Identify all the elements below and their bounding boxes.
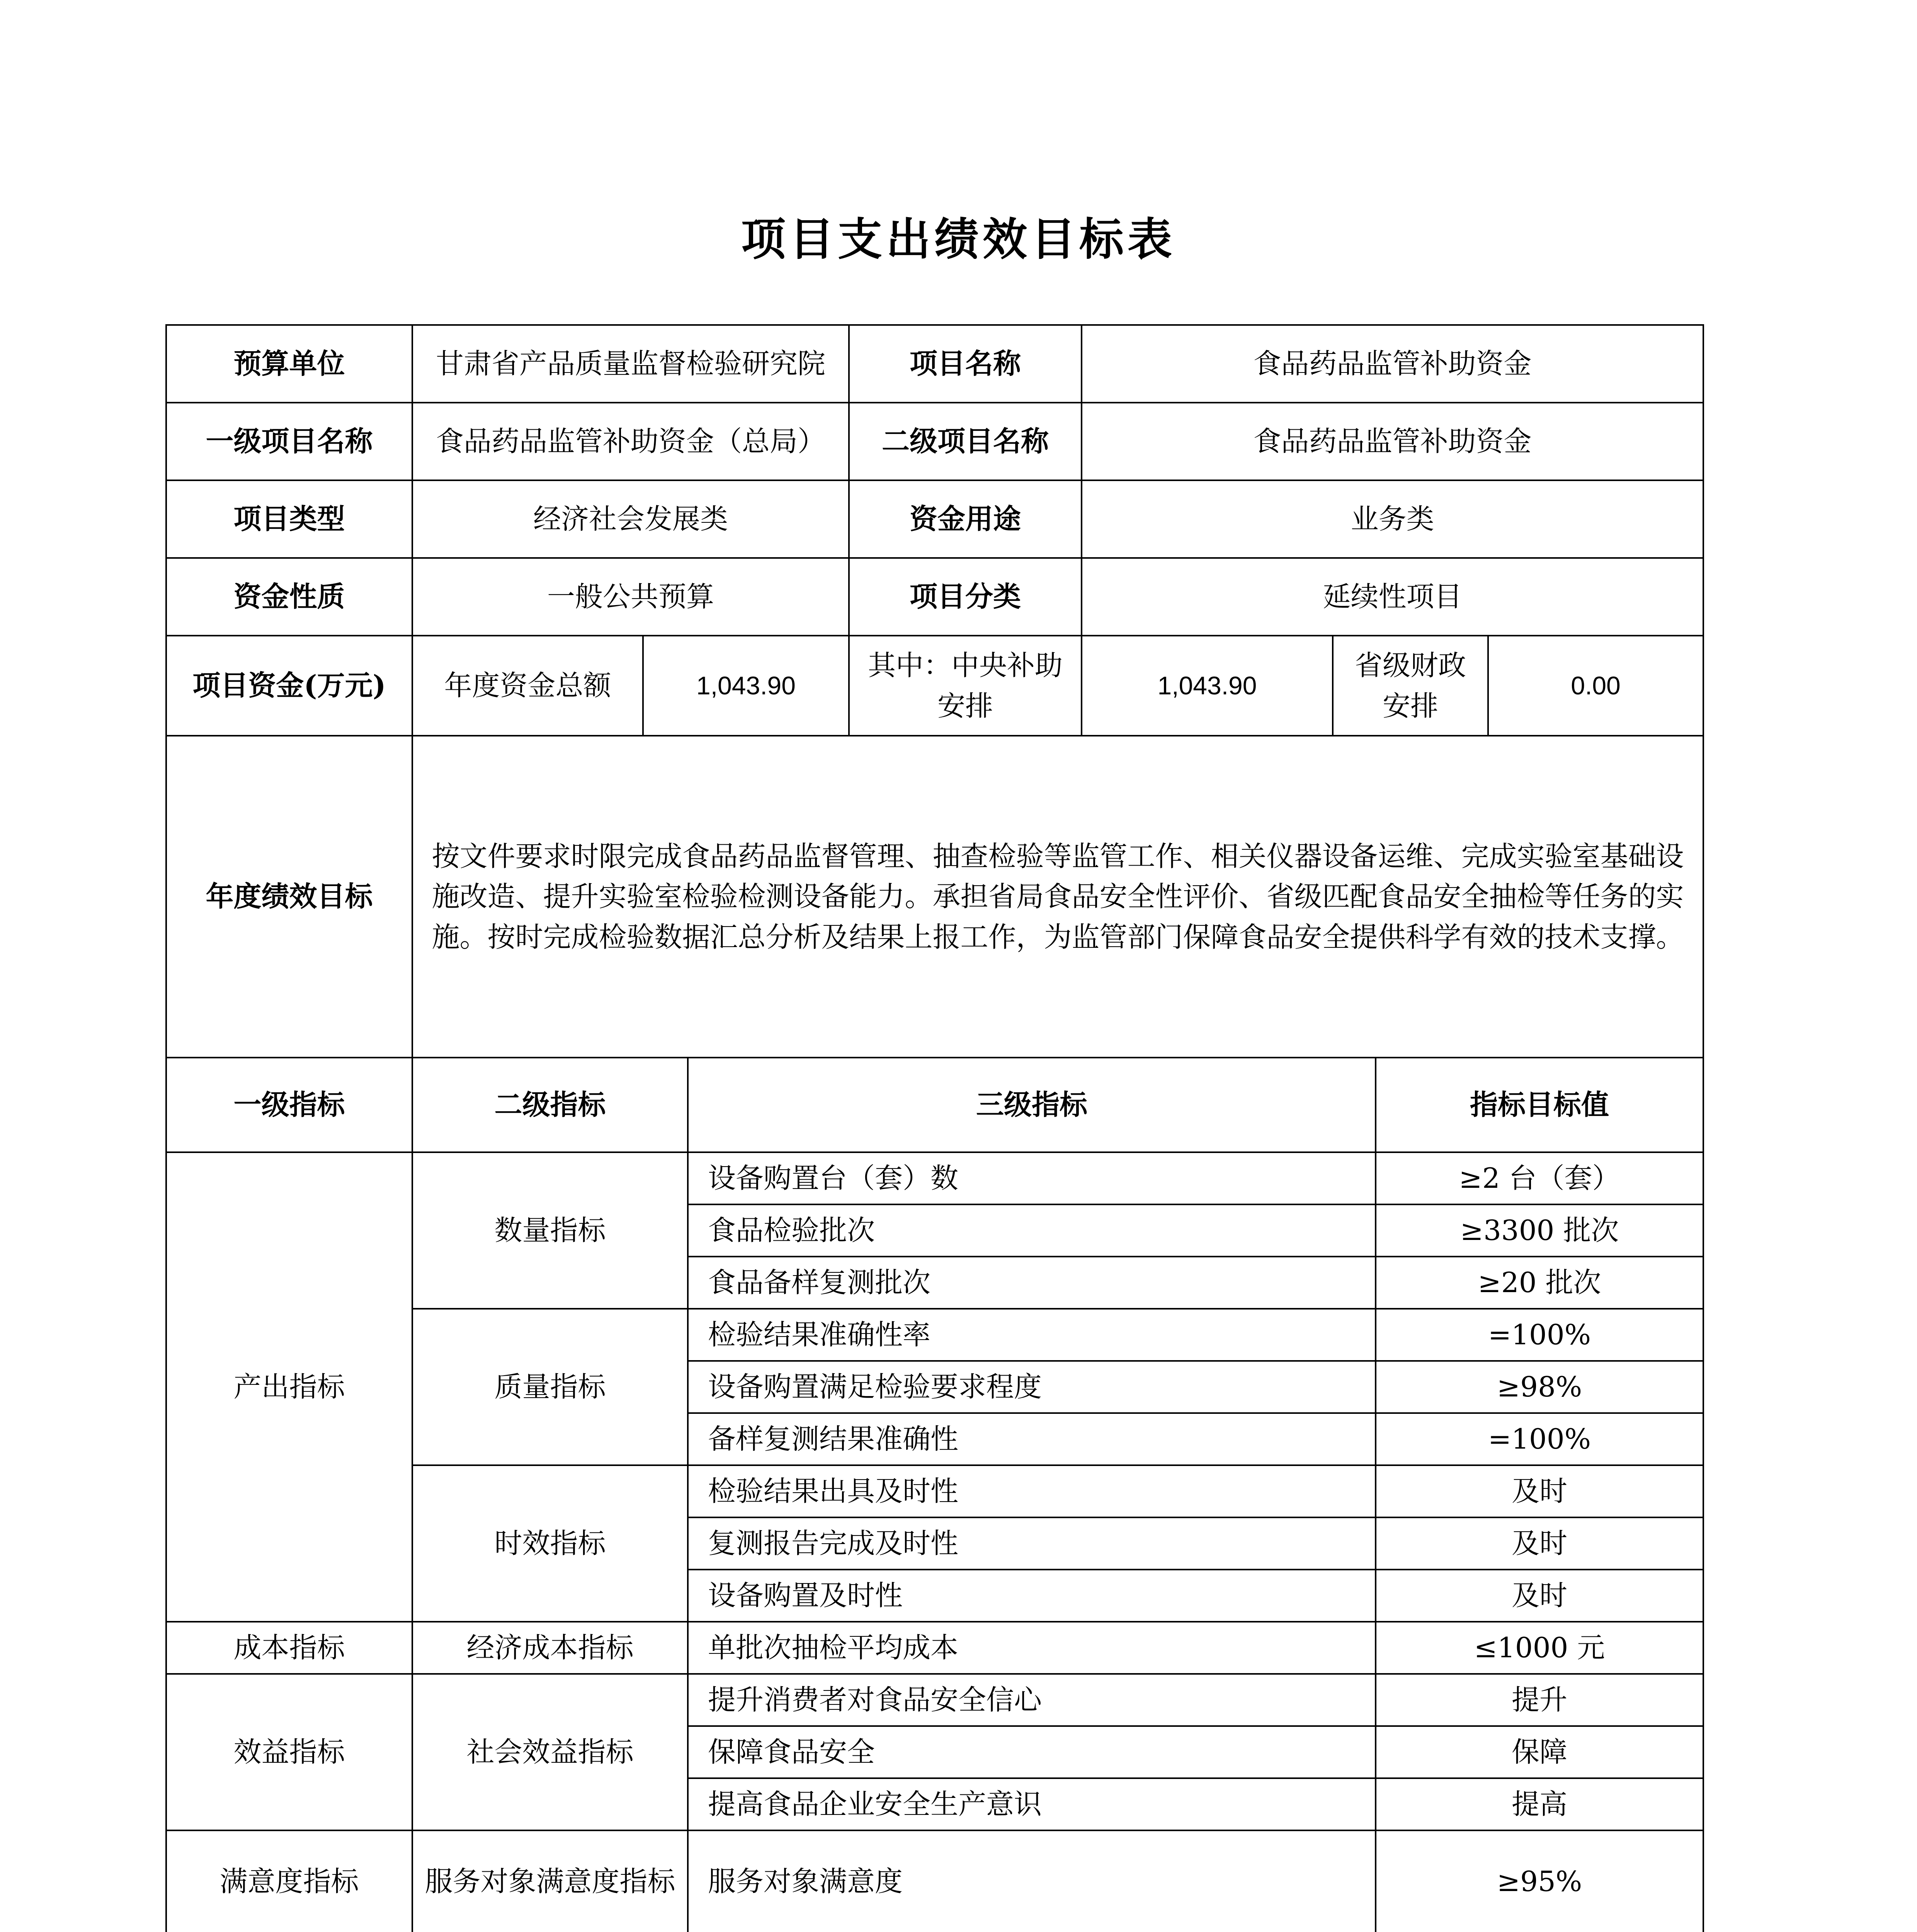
project-info-table: [165, 324, 1704, 736]
level3-indicator-name: 设备购置及时性: [688, 1570, 1376, 1622]
output-indicator-label: 产出指标: [166, 1152, 412, 1622]
table-row: [166, 558, 1703, 636]
annual-goal-label: 年度绩效目标: [166, 736, 412, 1058]
target-value: 提升: [1376, 1674, 1703, 1726]
level3-indicator-name: 设备购置台（套）数: [688, 1152, 1376, 1204]
quality-indicator-label: 质量指标: [412, 1309, 688, 1465]
level3-indicator-name: 提高食品企业安全生产意识: [688, 1778, 1376, 1830]
level3-indicator-name: 服务对象满意度: [688, 1830, 1376, 1932]
level1-name-value: 食品药品监管补助资金（总局）: [412, 403, 849, 480]
target-value: ≥98%: [1376, 1361, 1703, 1413]
target-value: ≥2 台（套）: [1376, 1152, 1703, 1204]
level3-indicator-name: 检验结果出具及时性: [688, 1465, 1376, 1517]
fund-nature-label: 资金性质: [166, 558, 412, 636]
target-value: 及时: [1376, 1517, 1703, 1570]
table-row: [166, 1830, 1703, 1932]
quantity-indicator-label: 数量指标: [412, 1152, 688, 1309]
project-name-label: 项目名称: [849, 325, 1082, 403]
indicators-table: [165, 1057, 1704, 1932]
annual-goal-table: [165, 735, 1704, 1058]
annual-goal-text: 按文件要求时限完成食品药品监督管理、抽查检验等监管工作、相关仪器设备运维、完成实验室基础设施改造、提升实验室检验检测设备能力。承担省局食品安全性评价、省级匹配食品安全抽检等任务的实施。按时完成检验数据汇总分析及结果上报工作，为监管部门保障食品安全提供科学有效的技术支撑。: [412, 736, 1703, 1058]
economic-cost-indicator-label: 经济成本指标: [412, 1622, 688, 1674]
timeliness-indicator-label: 时效指标: [412, 1465, 688, 1622]
fund-nature-value: 一般公共预算: [412, 558, 849, 636]
level2-name-value: 食品药品监管补助资金: [1082, 403, 1703, 480]
central-subsidy-value: 1,043.90: [1082, 636, 1333, 736]
header-level2: 二级指标: [412, 1058, 688, 1152]
header-level1: 一级指标: [166, 1058, 412, 1152]
satisfaction-indicator-label: 满意度指标: [166, 1830, 412, 1932]
table-row: [166, 1622, 1703, 1674]
annual-total-value: 1,043.90: [643, 636, 849, 736]
table-row: [166, 636, 1703, 736]
level1-name-label: 一级项目名称: [166, 403, 412, 480]
level3-indicator-name: 备样复测结果准确性: [688, 1413, 1376, 1465]
table-header-row: [166, 1058, 1703, 1152]
level3-indicator-name: 复测报告完成及时性: [688, 1517, 1376, 1570]
provincial-funds-value: 0.00: [1488, 636, 1703, 736]
project-class-label: 项目分类: [849, 558, 1082, 636]
project-name-value: 食品药品监管补助资金: [1082, 325, 1703, 403]
target-value: 及时: [1376, 1570, 1703, 1622]
table-row: [166, 403, 1703, 480]
project-class-value: 延续性项目: [1082, 558, 1703, 636]
level3-indicator-name: 食品检验批次: [688, 1204, 1376, 1257]
target-value: ≥20 批次: [1376, 1257, 1703, 1309]
budget-unit-value: 甘肃省产品质量监督检验研究院: [412, 325, 849, 403]
table-row: [166, 480, 1703, 558]
level3-indicator-name: 保障食品安全: [688, 1726, 1376, 1778]
header-level3: 三级指标: [688, 1058, 1376, 1152]
fund-use-label: 资金用途: [849, 480, 1082, 558]
target-value: 提高: [1376, 1778, 1703, 1830]
central-subsidy-label: 其中：中央补助安排: [849, 636, 1082, 736]
cost-indicator-label: 成本指标: [166, 1622, 412, 1674]
project-type-label: 项目类型: [166, 480, 412, 558]
table-row: [166, 736, 1703, 1058]
level2-name-label: 二级项目名称: [849, 403, 1082, 480]
header-target-value: 指标目标值: [1376, 1058, 1703, 1152]
target-value: 保障: [1376, 1726, 1703, 1778]
target-value: 及时: [1376, 1465, 1703, 1517]
level3-indicator-name: 单批次抽检平均成本: [688, 1622, 1376, 1674]
benefit-indicator-label: 效益指标: [166, 1674, 412, 1830]
table-row: [166, 1674, 1703, 1726]
page-title: 项目支出绩效目标表: [741, 213, 1176, 265]
social-benefit-indicator-label: 社会效益指标: [412, 1674, 688, 1830]
target-value: ≥95%: [1376, 1830, 1703, 1932]
fund-use-value: 业务类: [1082, 480, 1703, 558]
target-value: ≤1000 元: [1376, 1622, 1703, 1674]
table-row: [166, 1152, 1703, 1204]
budget-unit-label: 预算单位: [166, 325, 412, 403]
level3-indicator-name: 设备购置满足检验要求程度: [688, 1361, 1376, 1413]
target-value: =100%: [1376, 1413, 1703, 1465]
project-type-value: 经济社会发展类: [412, 480, 849, 558]
project-funds-label: 项目资金(万元): [166, 636, 412, 736]
target-value: ≥3300 批次: [1376, 1204, 1703, 1257]
level3-indicator-name: 检验结果准确性率: [688, 1309, 1376, 1361]
level3-indicator-name: 提升消费者对食品安全信心: [688, 1674, 1376, 1726]
annual-total-label: 年度资金总额: [412, 636, 643, 736]
table-row: [166, 325, 1703, 403]
service-satisfaction-indicator-label: 服务对象满意度指标: [412, 1830, 688, 1932]
level3-indicator-name: 食品备样复测批次: [688, 1257, 1376, 1309]
provincial-funds-label: 省级财政安排: [1333, 636, 1488, 736]
target-value: =100%: [1376, 1309, 1703, 1361]
